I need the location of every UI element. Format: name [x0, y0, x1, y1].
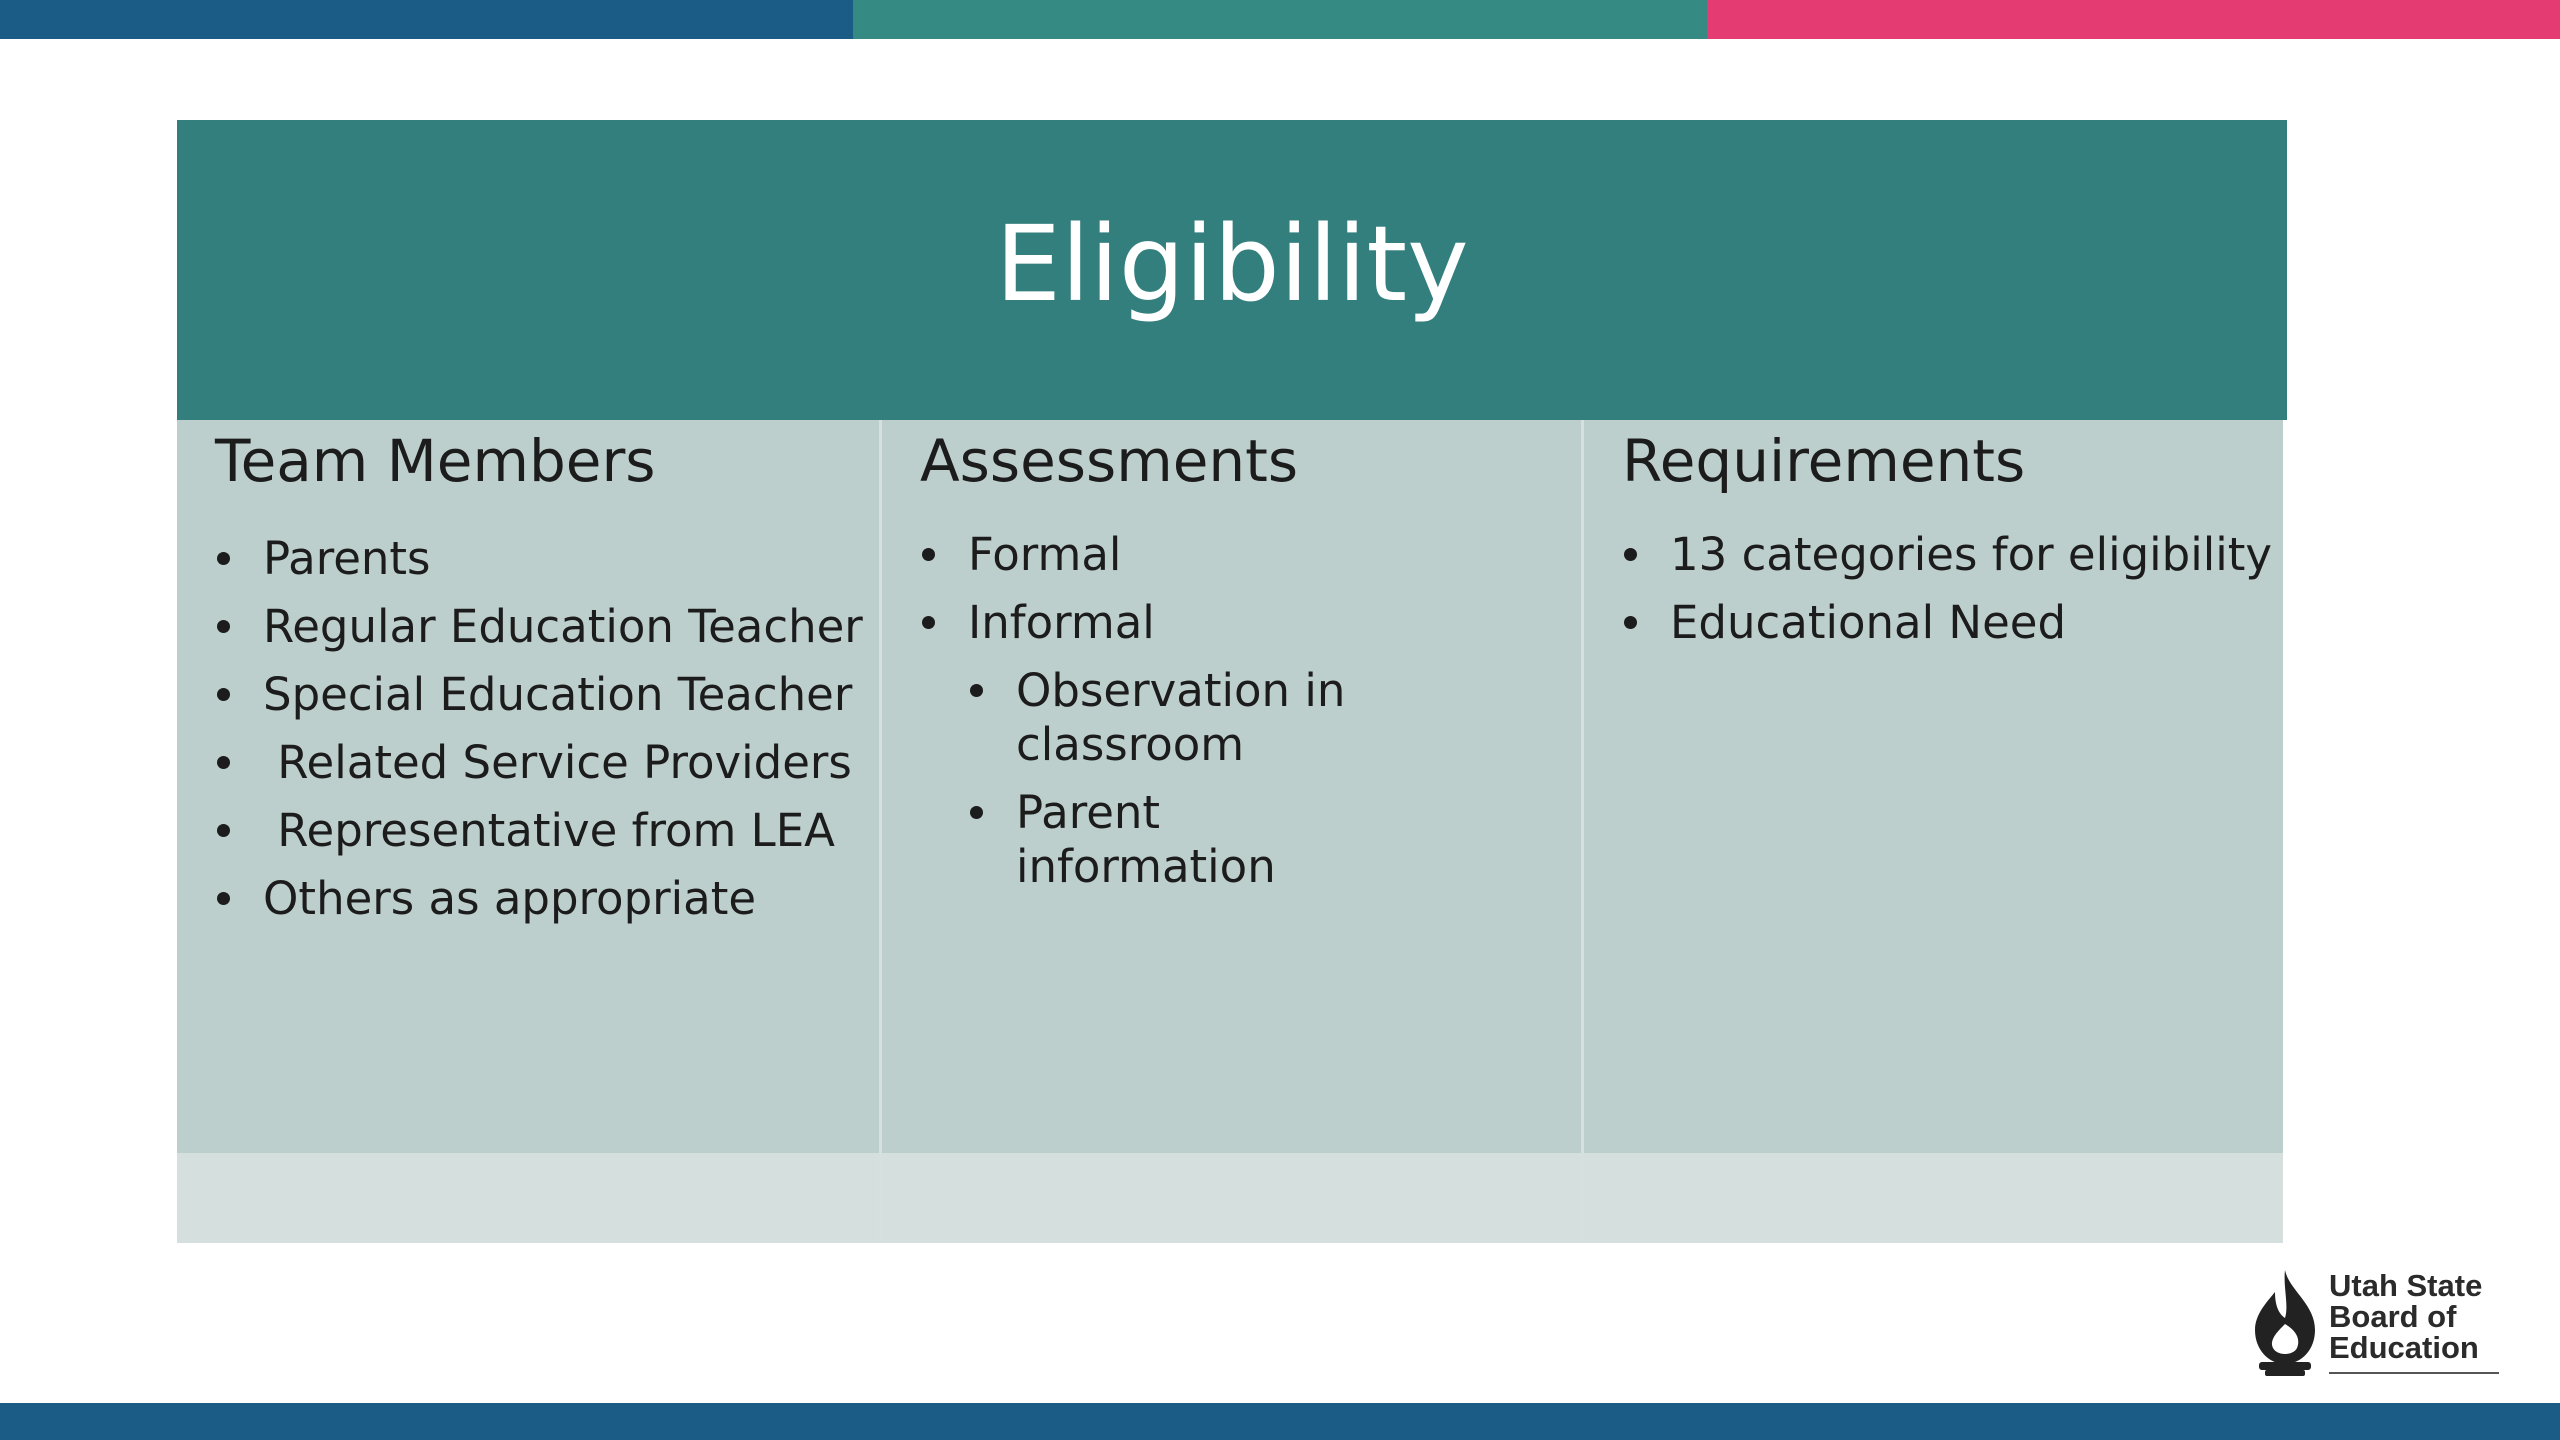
usbe-logo [2245, 1262, 2505, 1377]
slide-title: Eligibility [995, 203, 1469, 325]
column-heading: Team Members [215, 427, 656, 495]
list-item [920, 596, 1406, 650]
column-requirements [1581, 420, 2283, 1243]
bullet-icon [970, 806, 983, 819]
column-footer-row [1584, 1153, 2283, 1243]
list-item-text: Informal [968, 596, 1155, 649]
column-footer-row [882, 1153, 1581, 1243]
list-item-text: Observation in classroom [1016, 664, 1346, 771]
title-banner [177, 120, 2287, 420]
bullet-icon [217, 620, 230, 633]
list-item [215, 804, 863, 858]
list-item [1622, 528, 2272, 582]
logo-line: Board of [2329, 1299, 2457, 1334]
list-item [215, 600, 863, 654]
flame-torch-icon [2245, 1262, 2325, 1377]
bullet-icon [217, 552, 230, 565]
bullet-list [1622, 528, 2272, 664]
bullet-icon [1624, 548, 1637, 561]
list-item [920, 528, 1406, 582]
column-footer-row [177, 1153, 879, 1243]
logo-line: Utah State [2329, 1268, 2483, 1303]
list-item [215, 872, 863, 926]
bullet-icon [922, 548, 935, 561]
logo-wordmark [2329, 1270, 2504, 1363]
list-item-text: Educational Need [1670, 596, 2067, 649]
list-item-text: Parent information [1016, 786, 1276, 893]
sub-list-item [968, 786, 1406, 894]
list-item-text: Regular Education Teacher [263, 600, 863, 653]
bottom-color-band [0, 1403, 2560, 1440]
bullet-icon [922, 616, 935, 629]
list-item-text: Special Education Teacher [263, 668, 853, 721]
list-item-text: Related Service Providers [263, 736, 852, 789]
list-item-text: Representative from LEA [263, 804, 835, 857]
list-item-text: Parents [263, 532, 431, 585]
column-assessments [879, 420, 1581, 1243]
band-segment-blue [0, 0, 853, 39]
band-segment-teal [853, 0, 1706, 39]
list-item-text: Formal [968, 528, 1122, 581]
bullet-icon [217, 824, 230, 837]
column-team-members [177, 420, 879, 1243]
eligibility-table [177, 420, 2289, 1243]
bullet-icon [217, 892, 230, 905]
bullet-list [215, 532, 863, 940]
bullet-icon [970, 684, 983, 697]
top-color-band [0, 0, 2560, 39]
bullet-icon [217, 756, 230, 769]
list-item [1622, 596, 2272, 650]
logo-underline [2329, 1372, 2499, 1374]
bullet-list [920, 528, 1406, 908]
logo-line: Education [2329, 1330, 2479, 1365]
bullet-icon [217, 688, 230, 701]
list-item-text: Others as appropriate [263, 872, 757, 925]
column-heading: Assessments [920, 427, 1299, 495]
list-item [215, 736, 863, 790]
list-item-text: 13 categories for eligibility [1670, 528, 2273, 581]
band-segment-pink [1707, 0, 2560, 39]
list-item [215, 532, 863, 586]
sub-list-item [968, 664, 1406, 772]
list-item [215, 668, 863, 722]
column-heading: Requirements [1622, 427, 2026, 495]
bullet-icon [1624, 616, 1637, 629]
